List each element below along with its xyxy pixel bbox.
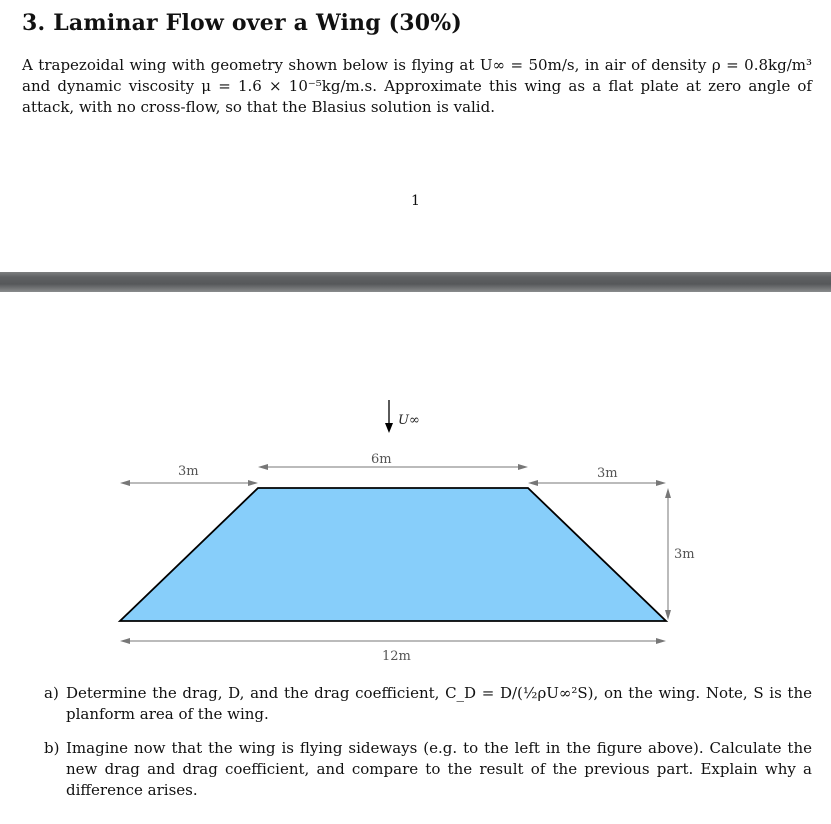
height-label: 3m [674,547,695,562]
wing-figure [0,292,831,672]
dim-arrow-icon [258,464,268,470]
question-text: Determine the drag, D, and the drag coefficient, C_D = D/(½ρU∞²S), on the wing. Note, S is the planform area of the wing. [66,684,812,723]
dim-arrow-icon [120,638,130,644]
page-number: 1 [411,193,420,209]
dim-arrow-icon [528,480,538,486]
flow-label: U∞ [398,413,420,428]
problem-title: 3. Laminar Flow over a Wing (30%) [22,10,463,36]
wing-diagram [0,292,831,672]
dim-arrow-icon [248,480,258,486]
question-text: Imagine now that the wing is flying sideways (e.g. to the left in the figure above). Calculate the new drag and drag coefficient, and compare to the result of the previous part. Explain why a difference arises. [66,739,812,799]
top-width-label: 6m [371,452,392,467]
right-offset-label: 3m [597,466,618,481]
question-list [22,683,812,814]
question-item [22,683,812,725]
page-break-divider [0,272,831,292]
question-marker: b) [44,739,60,757]
dim-arrow-icon [518,464,528,470]
dim-arrow-icon [656,480,666,486]
dim-arrow-icon [665,488,671,498]
page-top [0,0,831,272]
flow-arrow-head-icon [385,423,393,433]
dim-arrow-icon [665,610,671,620]
problem-intro: A trapezoidal wing with geometry shown below is flying at U∞ = 50m/s, in air of density ρ = 0.8kg/m³ and dynamic viscosity μ = 1.6 × 10⁻⁵kg/m.s. Approximate this wing as a flat plate at zero angle of attack, with no cross-flow, so that the Blasius solution is valid. [22,56,812,116]
dim-arrow-icon [120,480,130,486]
dim-arrow-icon [656,638,666,644]
question-marker: a) [44,684,59,702]
bottom-width-label: 12m [382,649,411,664]
question-item [22,738,812,801]
wing-planform [120,488,666,621]
left-offset-label: 3m [178,464,199,479]
